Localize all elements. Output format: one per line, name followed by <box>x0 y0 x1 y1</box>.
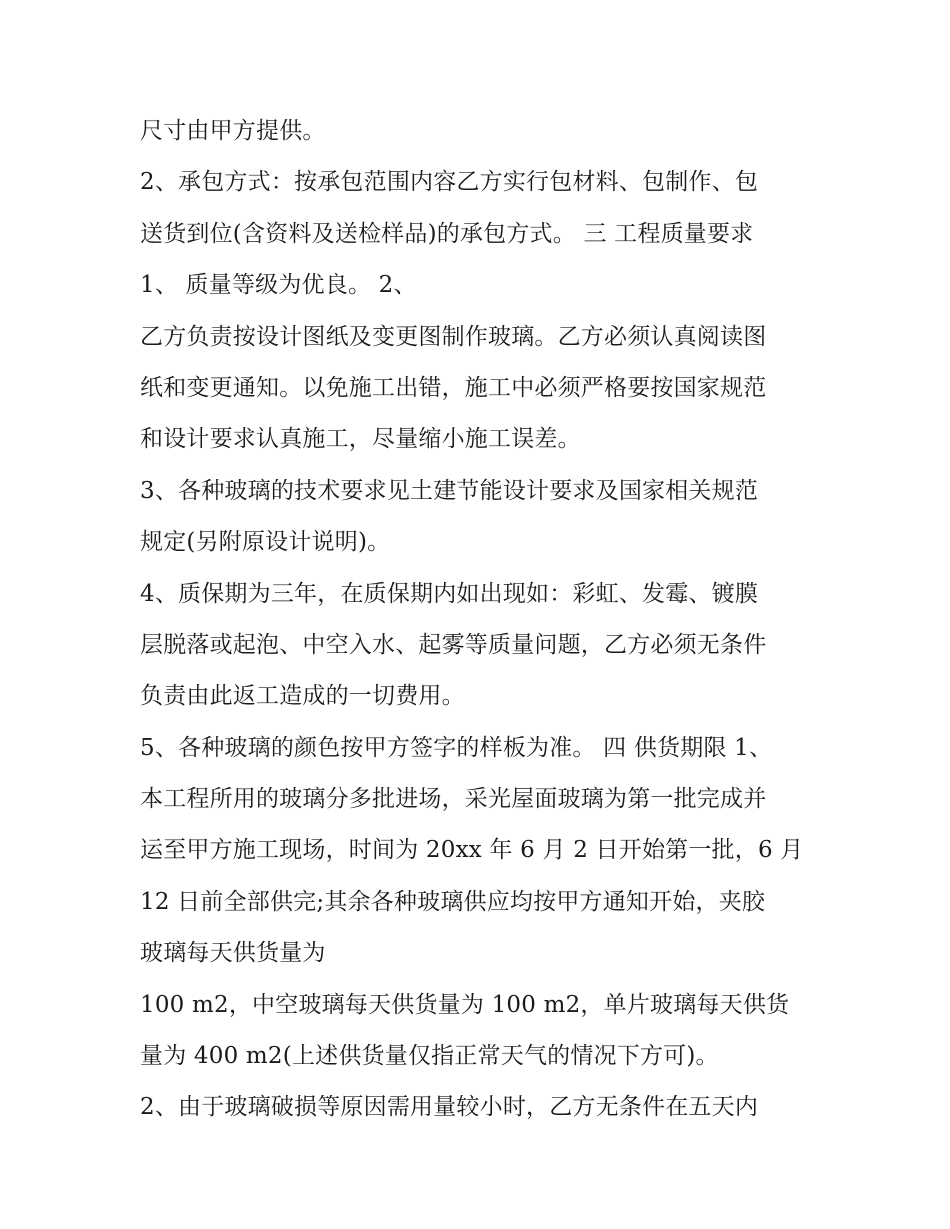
text-line: 运至甲方施工现场，时间为 20xx 年 6 月 2 日开始第一批，6 月 <box>140 837 804 864</box>
document-body <box>140 106 820 1134</box>
text-line: 纸和变更通知。以免施工出错，施工中必须严格要按国家规范 <box>140 374 767 401</box>
text-line: 尺寸由甲方提供。 <box>140 118 326 144</box>
text-line: 量为 400 m2(上述供货量仅指正常天气的情况下方可)。 <box>140 1043 719 1070</box>
text-line: 2、由于玻璃破损等原因需用量较小时，乙方无条件在五天内 <box>140 1094 759 1121</box>
text-line: 层脱落或起泡、中空入水、起雾等质量问题，乙方必须无条件 <box>140 631 767 658</box>
text-line: 4、质保期为三年，在质保期内如出现如：彩虹、发霉、镀膜 <box>140 580 759 607</box>
text-line: 和设计要求认真施工，尽量缩小施工误差。 <box>140 426 581 453</box>
text-line: 12 日前全部供完;其余各种玻璃供应均按甲方通知开始，夹胶 <box>140 888 766 915</box>
text-line: 规定(另附原设计说明)。 <box>140 529 391 556</box>
text-line: 负责由此返工造成的一切费用。 <box>140 683 465 710</box>
text-line: 乙方负责按设计图纸及变更图制作玻璃。乙方必须认真阅读图 <box>140 323 767 350</box>
text-line: 5、各种玻璃的颜色按甲方签字的样板为准。 四 供货期限 1、 <box>140 734 773 761</box>
text-line: 1、 质量等级为优良。 2、 <box>140 272 417 299</box>
text-line: 3、各种玻璃的技术要求见土建节能设计要求及国家相关规范 <box>140 477 759 504</box>
text-line: 送货到位(含资料及送检样品)的承包方式。 三 工程质量要求 <box>140 220 754 247</box>
text-line: 本工程所用的玻璃分多批进场，采光屋面玻璃为第一批完成并 <box>140 786 767 813</box>
text-line: 2、承包方式：按承包范围内容乙方实行包材料、包制作、包 <box>140 169 759 196</box>
text-line: 玻璃每天供货量为 <box>140 940 326 967</box>
text-line: 100 m2，中空玻璃每天供货量为 100 m2，单片玻璃每天供货 <box>140 991 790 1018</box>
